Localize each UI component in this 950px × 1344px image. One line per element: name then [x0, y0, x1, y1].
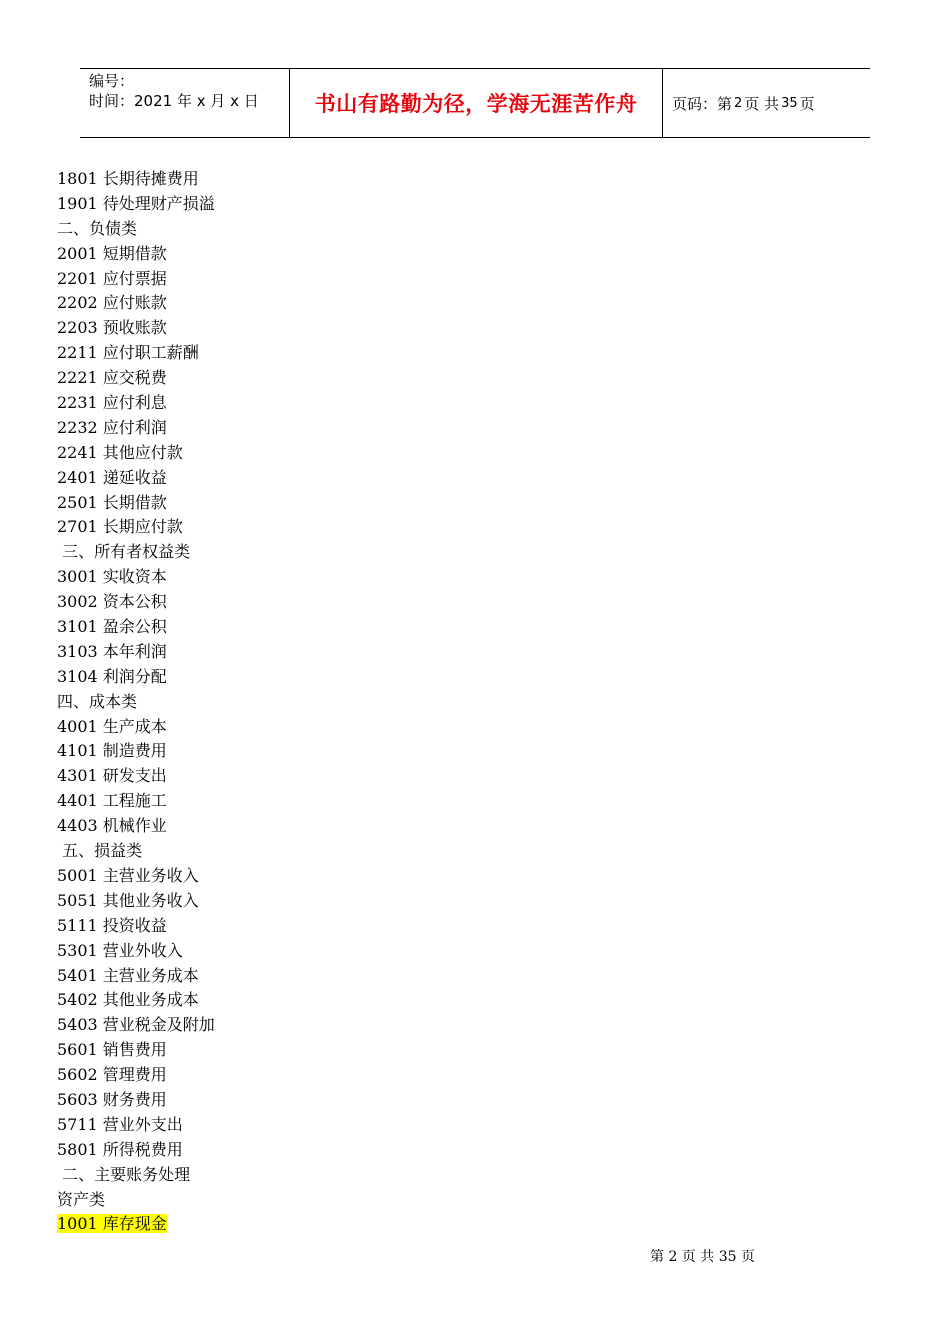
list-item: 4001 生产成本 [57, 716, 167, 736]
list-item: 5602 管理费用 [57, 1065, 167, 1085]
list-item: 3002 资本公积 [57, 592, 167, 612]
list-item: 2241 其他应付款 [57, 442, 183, 462]
list-item: 3103 本年利润 [57, 641, 167, 661]
list-item: 4403 机械作业 [57, 816, 167, 836]
list-item: 5801 所得税费用 [57, 1139, 183, 1159]
list-item: 2232 应付利润 [57, 417, 167, 437]
number-label: 编号： [89, 72, 135, 90]
list-item: 二、主要账务处理 [57, 1164, 191, 1184]
list-item: 5402 其他业务成本 [57, 990, 199, 1010]
list-item: 资产类 [57, 1189, 106, 1209]
list-item: 三、所有者权益类 [57, 542, 191, 562]
list-item: 2211 应付职工薪酬 [57, 343, 199, 363]
list-item: 3101 盈余公积 [57, 617, 167, 637]
list-item: 5001 主营业务收入 [57, 865, 199, 885]
list-item: 4401 工程施工 [57, 791, 167, 811]
list-item: 5711 营业外支出 [57, 1114, 183, 1134]
page-suffix: 页 [799, 94, 815, 113]
list-item: 2701 长期应付款 [57, 517, 183, 537]
list-item: 5603 财务费用 [57, 1089, 167, 1109]
list-item: 2202 应付账款 [57, 293, 167, 313]
account-list [57, 167, 215, 1237]
list-item: 2203 预收账款 [57, 318, 167, 338]
list-item: 五、损益类 [57, 841, 143, 861]
list-item: 2001 短期借款 [57, 243, 167, 263]
list-item: 5401 主营业务成本 [57, 965, 199, 985]
time-label: 时间：2021 年 x 月 x 日 [89, 92, 259, 110]
page-mid: 页 共 [744, 94, 780, 113]
list-item: 四、成本类 [57, 691, 138, 711]
highlighted-list-item [57, 1212, 215, 1237]
motto-cell [290, 69, 663, 137]
list-item: 2231 应付利息 [57, 393, 167, 413]
page-header [80, 68, 870, 138]
list-item: 5601 销售费用 [57, 1040, 167, 1060]
list-item: 2401 递延收益 [57, 467, 167, 487]
list-item: 5403 营业税金及附加 [57, 1015, 215, 1035]
list-item: 2201 应付票据 [57, 268, 167, 288]
page-footer: 第 2 页 共 35 页 [650, 1249, 755, 1265]
highlighted-text: 1001 库存现金 [57, 1214, 167, 1234]
list-item: 二、负债类 [57, 218, 138, 238]
list-item: 1901 待处理财产损溢 [57, 193, 215, 213]
list-item: 4301 研发支出 [57, 766, 167, 786]
list-item: 3104 利润分配 [57, 666, 167, 686]
list-item: 5301 营业外收入 [57, 940, 183, 960]
page-number: 2 [734, 95, 743, 111]
motto-text: 书山有路勤为径，学海无涯苦作舟 [314, 92, 638, 116]
page-number-cell [663, 69, 870, 137]
list-item: 2221 应交税费 [57, 368, 167, 388]
list-item: 2501 长期借款 [57, 492, 167, 512]
list-item: 3001 实收资本 [57, 567, 167, 587]
page-total: 35 [781, 95, 798, 111]
list-item: 5051 其他业务收入 [57, 890, 199, 910]
header-info-cell [80, 69, 290, 137]
page-prefix: 页码：第 [672, 94, 733, 113]
list-item: 1801 长期待摊费用 [57, 169, 199, 188]
list-item: 5111 投资收益 [57, 915, 167, 935]
list-item: 4101 制造费用 [57, 741, 167, 761]
